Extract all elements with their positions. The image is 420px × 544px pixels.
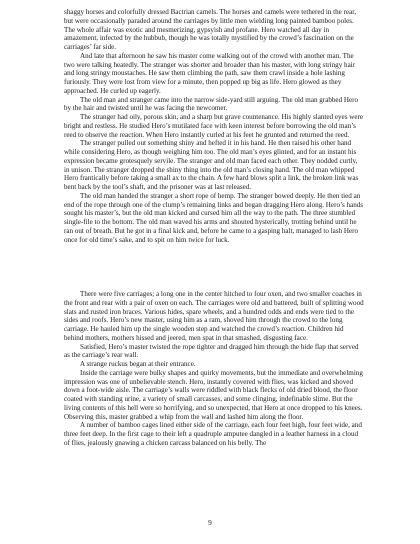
paragraph: A number of bamboo cages lined either side of the carriage, each four feet high, four feet wide, and three feet deep. In the first cage to their left a quadruple amputee dangled in a leather harness in a cloud of flies, jealously gnawing a chicken carcass balanced on his belly. The (64, 421, 362, 447)
paragraph: Inside the carriage were bulky shapes and quirky movements, but the immediate and overwhelming impression was one of unbelievable stench. Hero, instantly covered with flies, was kicked and shoved down a foot-wide aisle. The carriage’s walls were riddled with black flecks of old dried blood, the floor coated with standing urine, a variety of small carcasses, and some clinging, indefinable slime. But the living contents of this hell were so horrifying, and so unexpected, that Hero at once dropped to his knees. Observing this, master grabbed a whip from the wall and lashed him along the floor. (64, 368, 363, 421)
page-number: 9 (208, 518, 212, 527)
paragraph: The old man and stranger came into the narrow side-yard still arguing. The old man grabbed Hero by the hair and twisted until he was facing the newcomer. (64, 95, 359, 113)
paragraph: There were five carriages; a long one in the center hitched to four oxen, and two smaller coaches in the front and rear with a pair of oxen on each. The carriages were old and battered, built of splitting wood slats and rusted iron braces. Various hides, spare wheels, and a hundred odds and ends were tied to the sides and roofs. Hero’s new master, using him as a ram, shoved him through the crowd to the long carriage. He hauled him up the single wooden step and watched the crowd’s reaction. Children hid behind mothers, mothers hissed and jeered, men spat in that smashed, disgusting face. (64, 290, 364, 342)
paragraph: The stranger pulled out something shiny and hefted it in his hand. He then raised his other hand while considering Hero, as though weighing him too. The old man’s eyes glinted, and for an instant his expression became grotesquely servile. The stranger and old man faced each other. They nodded curtly, in unison. The stranger dropped the shiny thing into the old man’s closing hand. The old man whipped Hero frantically before taking a small ax to the chain. A few hard blows split a link, the broken link was bent back by the tool’s shaft, and the prisoner was at last released. (64, 139, 359, 191)
paragraph: A strange ruckus began at their entrance. (80, 360, 196, 368)
paragraph: The old man handed the stranger a short rope of hemp. The stranger bowed deeply. He then tied an end of the rope through one of the clump’s remaining links and began dragging Hero along. Hero’s hands sought his master’s, but the old man kicked and cursed him all the way to the path. The three stumbled single-file to the bottom. The old man waved his arms and shouted hysterically, trotting behind until he ran out of breath. But he got in a final kick and, before he came to a gasping halt, managed to lash Hero once for old time’s sake, and to spit on him twice for luck. (64, 191, 364, 244)
paragraph: The stranger had oily, porous skin, and a sharp but grave countenance. His highly slanted eyes were bright and restless. He studied Hero’s mutilated face with keen interest before borrowing the old man’s reed to observe the reaction. When Hero instantly curled at his feet he grunted and returned the reed. (64, 113, 364, 139)
paragraph: Satisfied, Hero’s master twisted the rope tighter and dragged him through the hide flap that served as the carriage’s rear wall. (64, 342, 359, 360)
paragraph: And late that afternoon he saw his master come walking out of the crowd with another man. The two were talking heatedly. The stranger was shorter and broader than his master, with long stringy hair and long stringy moustaches. He saw them climbing the path, saw them crawl inside a hole lashing furiously. They were lost from view for a minute, then popped up big as life. Hero glowed as they approached. He curled up eagerly. (64, 51, 356, 95)
text-section-1 (64, 8, 364, 244)
text-section-2 (64, 290, 364, 448)
paragraph: shaggy horses and colorfully dressed Bactrian camels. The horses and camels were tethered in the rear, but were occasionally paraded around the carriages by little men wielding long painted bamboo poles. The whole affair was exotic and mesmerizing, gypsyish and profane. Hero watched all day in amazement, infected by the hubbub, though he was totally mystified by the crowd’s fascination on the carriages’ far side. (64, 8, 357, 51)
